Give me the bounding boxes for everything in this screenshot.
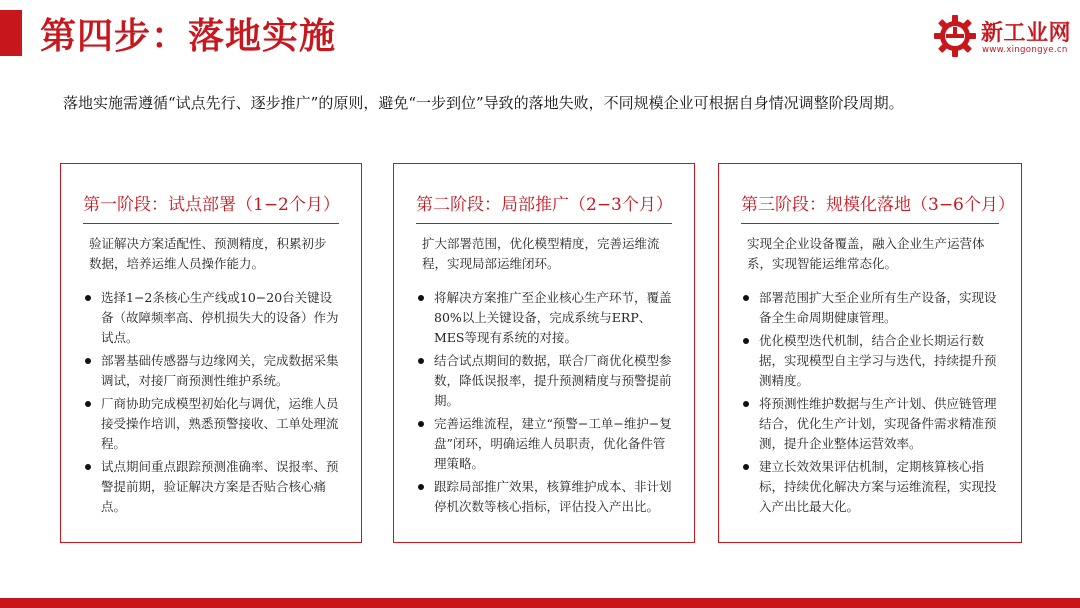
footer-accent-bar [0,598,1080,608]
stage-description: 验证解决方案适配性、预测精度，积累初步数据，培养运维人员操作能力。 [89,236,327,271]
list-item: 部署基础传感器与边缘网关，完成数据采集调试，对接厂商预测性维护系统。 [83,351,343,391]
stage-points [83,288,343,517]
stage-title: 第一阶段：试点部署（1−2个月） [83,190,339,224]
stage-points [416,288,676,517]
list-item: 优化模型迭代机制，结合企业长期运行数据，实现模型自主学习与迭代，持续提升预测精度。 [741,331,1003,391]
stage-description: 实现全企业设备覆盖，融入企业生产运营体系，实现智能运维常态化。 [747,236,985,271]
gear-icon [933,14,977,58]
stage-points [741,288,1003,517]
stage-card-3 [718,163,1022,543]
logo-url: www.xingongye.cn [982,45,1068,55]
stage-card-1 [60,163,362,543]
logo-name: 新工业网 [981,21,1072,46]
title-accent-bar [0,10,22,56]
list-item: 厂商协助完成模型初始化与调优，运维人员接受操作培训，熟悉预警接收、工单处理流程。 [83,394,343,454]
intro-text: 落地实施需遵循“试点先行、逐步推广”的原则，避免“一步到位”导致的落地失败，不同规模企业可根据自身情况调整阶段周期。 [63,94,904,112]
list-item: 部署范围扩大至企业所有生产设备，实现设备全生命周期健康管理。 [741,288,1003,328]
list-item: 将解决方案推广至企业核心生产环节，覆盖80%以上关键设备，完成系统与ERP、MES等现有系统的对接。 [416,288,676,348]
stage-description: 扩大部署范围，优化模型精度，完善运维流程，实现局部运维闭环。 [422,236,660,271]
stage-title: 第三阶段：规模化落地（3−6个月） [741,190,999,224]
list-item: 选择1−2条核心生产线或10−20台关键设备（故障频率高、停机损失大的设备）作为试点。 [83,288,343,348]
list-item: 完善运维流程，建立“预警−工单−维护−复盘”闭环，明确运维人员职责，优化备件管理策略。 [416,414,676,474]
list-item: 结合试点期间的数据，联合厂商优化模型参数，降低误报率，提升预测精度与预警提前期。 [416,351,676,411]
stage-card-2 [393,163,695,543]
page-title: 第四步：落地实施 [40,16,337,57]
list-item: 试点期间重点跟踪预测准确率、误报率、预警提前期，验证解决方案是否贴合核心痛点。 [83,457,343,517]
list-item: 跟踪局部推广效果，核算维护成本、非计划停机次数等核心指标，评估投入产出比。 [416,477,676,517]
list-item: 建立长效效果评估机制，定期核算核心指标，持续优化解决方案与运维流程，实现投入产出比最大化。 [741,457,1003,517]
stage-title: 第二阶段：局部推广（2−3个月） [416,190,672,224]
list-item: 将预测性维护数据与生产计划、供应链管理结合，优化生产计划，实现备件需求精准预测，提升企业整体运营效率。 [741,394,1003,454]
logo [933,14,1073,60]
